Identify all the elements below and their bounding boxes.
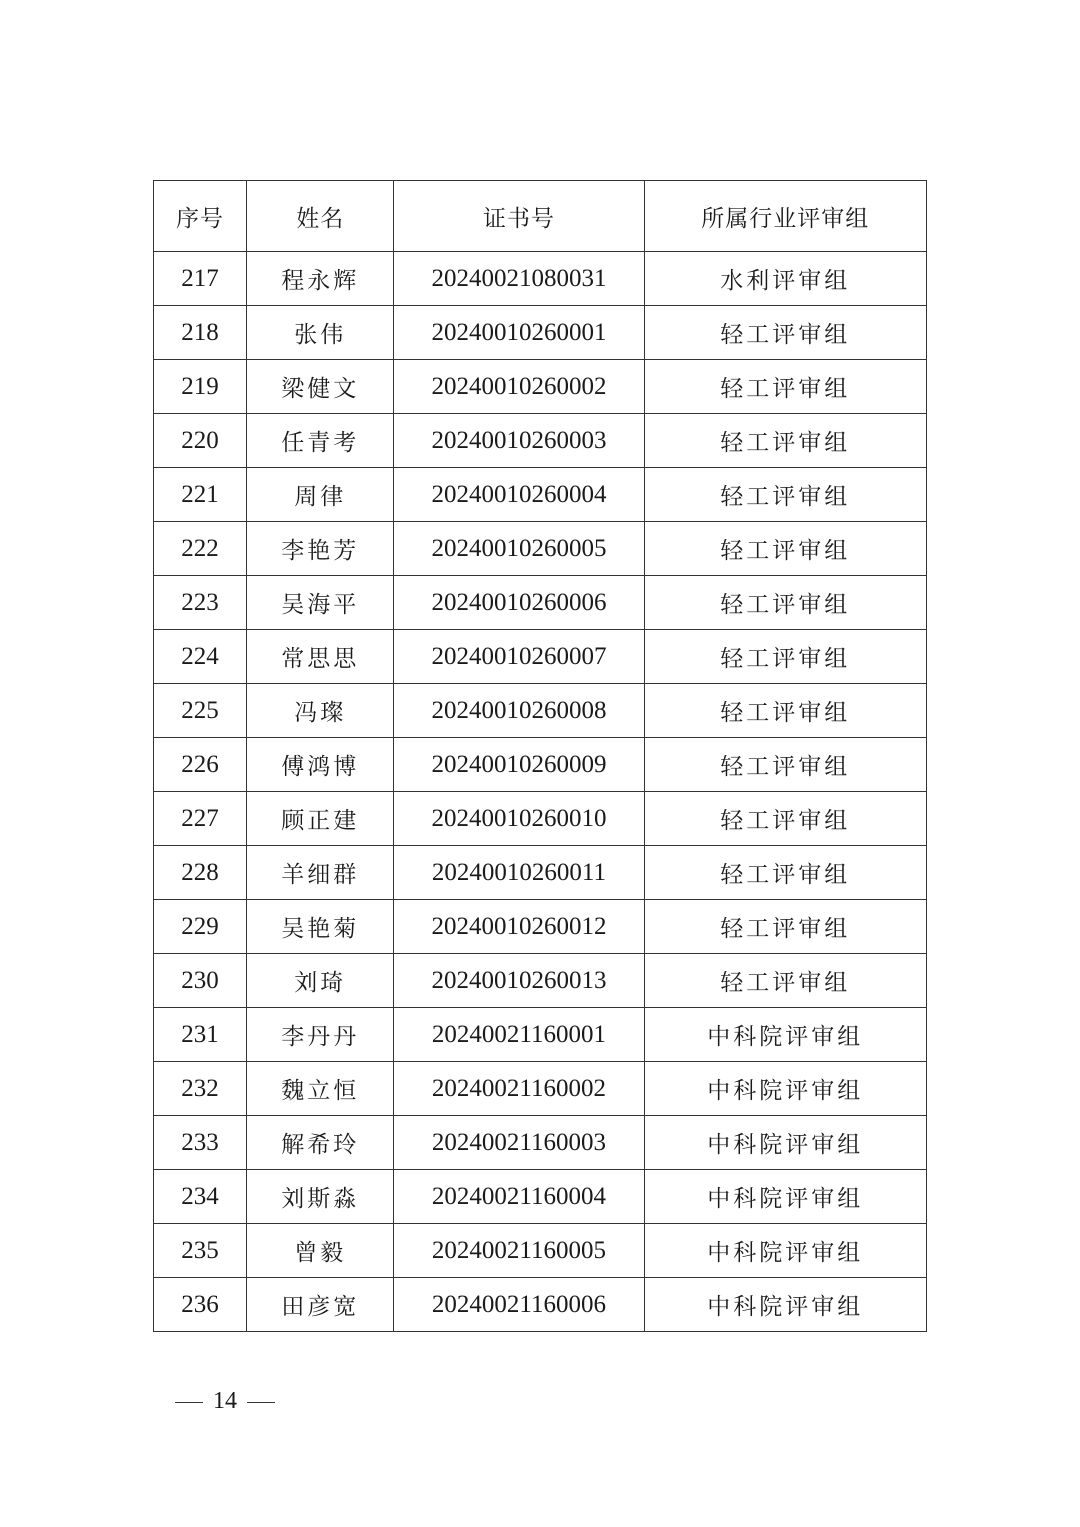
cell-index: 226 [154, 738, 247, 792]
cell-review-group: 轻工评审组 [644, 846, 926, 900]
footer-dash-right [247, 1402, 275, 1403]
cell-review-group: 轻工评审组 [644, 738, 926, 792]
cell-review-group: 轻工评审组 [644, 792, 926, 846]
cell-name: 田彦宽 [247, 1278, 394, 1332]
cell-review-group: 轻工评审组 [644, 306, 926, 360]
cell-certificate-number: 20240010260012 [394, 900, 644, 954]
cell-certificate-number: 20240021160003 [394, 1116, 644, 1170]
cell-review-group: 轻工评审组 [644, 360, 926, 414]
cell-review-group: 轻工评审组 [644, 414, 926, 468]
cell-certificate-number: 20240021160001 [394, 1008, 644, 1062]
cell-review-group: 水利评审组 [644, 252, 926, 306]
cell-review-group: 中科院评审组 [644, 1008, 926, 1062]
cell-certificate-number: 20240010260009 [394, 738, 644, 792]
cell-name: 李丹丹 [247, 1008, 394, 1062]
cell-index: 221 [154, 468, 247, 522]
cell-certificate-number: 20240021160004 [394, 1170, 644, 1224]
cell-review-group: 轻工评审组 [644, 954, 926, 1008]
cell-name: 任青考 [247, 414, 394, 468]
cell-index: 223 [154, 576, 247, 630]
cell-certificate-number: 20240010260004 [394, 468, 644, 522]
page-footer [165, 1388, 285, 1415]
cell-certificate-number: 20240010260011 [394, 846, 644, 900]
header-name: 姓名 [247, 181, 394, 252]
cell-review-group: 轻工评审组 [644, 522, 926, 576]
cell-certificate-number: 20240010260002 [394, 360, 644, 414]
table-row [154, 1116, 927, 1170]
table-row [154, 846, 927, 900]
cell-index: 234 [154, 1170, 247, 1224]
header-certificate-number: 证书号 [394, 181, 644, 252]
cell-index: 235 [154, 1224, 247, 1278]
cell-review-group: 中科院评审组 [644, 1062, 926, 1116]
cell-review-group: 轻工评审组 [644, 468, 926, 522]
cell-review-group: 轻工评审组 [644, 576, 926, 630]
cell-certificate-number: 20240010260003 [394, 414, 644, 468]
header-index: 序号 [154, 181, 247, 252]
cell-index: 229 [154, 900, 247, 954]
cell-index: 217 [154, 252, 247, 306]
table-row [154, 306, 927, 360]
page-number: 14 [213, 1388, 237, 1414]
cell-certificate-number: 20240010260013 [394, 954, 644, 1008]
table-row [154, 414, 927, 468]
table-row [154, 576, 927, 630]
cell-name: 羊细群 [247, 846, 394, 900]
cell-index: 233 [154, 1116, 247, 1170]
table-row [154, 522, 927, 576]
cell-name: 张伟 [247, 306, 394, 360]
cell-certificate-number: 20240010260010 [394, 792, 644, 846]
cell-name: 刘斯淼 [247, 1170, 394, 1224]
cell-certificate-number: 20240021080031 [394, 252, 644, 306]
table-row [154, 1170, 927, 1224]
cell-name: 顾正建 [247, 792, 394, 846]
table-row [154, 684, 927, 738]
cell-certificate-number: 20240010260001 [394, 306, 644, 360]
cell-review-group: 中科院评审组 [644, 1278, 926, 1332]
cell-review-group: 中科院评审组 [644, 1170, 926, 1224]
cell-name: 吴海平 [247, 576, 394, 630]
cell-index: 224 [154, 630, 247, 684]
cell-name: 周律 [247, 468, 394, 522]
cell-certificate-number: 20240010260007 [394, 630, 644, 684]
table-row [154, 1278, 927, 1332]
table-row [154, 900, 927, 954]
table-row [154, 1062, 927, 1116]
cell-review-group: 轻工评审组 [644, 900, 926, 954]
table-row [154, 360, 927, 414]
cell-review-group: 轻工评审组 [644, 684, 926, 738]
cell-certificate-number: 20240021160006 [394, 1278, 644, 1332]
table-row [154, 738, 927, 792]
table-row [154, 630, 927, 684]
cell-name: 曾毅 [247, 1224, 394, 1278]
cell-name: 吴艳菊 [247, 900, 394, 954]
cell-certificate-number: 20240021160005 [394, 1224, 644, 1278]
cell-certificate-number: 20240010260008 [394, 684, 644, 738]
cell-index: 219 [154, 360, 247, 414]
footer-dash-left [175, 1402, 203, 1403]
table-row [154, 792, 927, 846]
cell-index: 230 [154, 954, 247, 1008]
cell-certificate-number: 20240010260005 [394, 522, 644, 576]
cell-name: 梁健文 [247, 360, 394, 414]
cell-certificate-number: 20240010260006 [394, 576, 644, 630]
cell-review-group: 中科院评审组 [644, 1116, 926, 1170]
cell-index: 231 [154, 1008, 247, 1062]
cell-certificate-number: 20240021160002 [394, 1062, 644, 1116]
cell-review-group: 中科院评审组 [644, 1224, 926, 1278]
cell-index: 232 [154, 1062, 247, 1116]
cell-index: 227 [154, 792, 247, 846]
cell-name: 魏立恒 [247, 1062, 394, 1116]
header-review-group: 所属行业评审组 [644, 181, 926, 252]
table-row [154, 1008, 927, 1062]
table-row [154, 954, 927, 1008]
table-header-row [154, 181, 927, 252]
table-row [154, 252, 927, 306]
table-row [154, 1224, 927, 1278]
certificate-table [153, 180, 927, 1332]
cell-index: 220 [154, 414, 247, 468]
cell-review-group: 轻工评审组 [644, 630, 926, 684]
cell-name: 解希玲 [247, 1116, 394, 1170]
cell-index: 222 [154, 522, 247, 576]
cell-name: 李艳芳 [247, 522, 394, 576]
cell-index: 228 [154, 846, 247, 900]
cell-index: 218 [154, 306, 247, 360]
cell-index: 225 [154, 684, 247, 738]
cell-name: 常思思 [247, 630, 394, 684]
table-body [154, 252, 927, 1332]
cell-name: 傅鸿博 [247, 738, 394, 792]
cell-index: 236 [154, 1278, 247, 1332]
cell-name: 程永辉 [247, 252, 394, 306]
table-row [154, 468, 927, 522]
cell-name: 冯璨 [247, 684, 394, 738]
cell-name: 刘琦 [247, 954, 394, 1008]
